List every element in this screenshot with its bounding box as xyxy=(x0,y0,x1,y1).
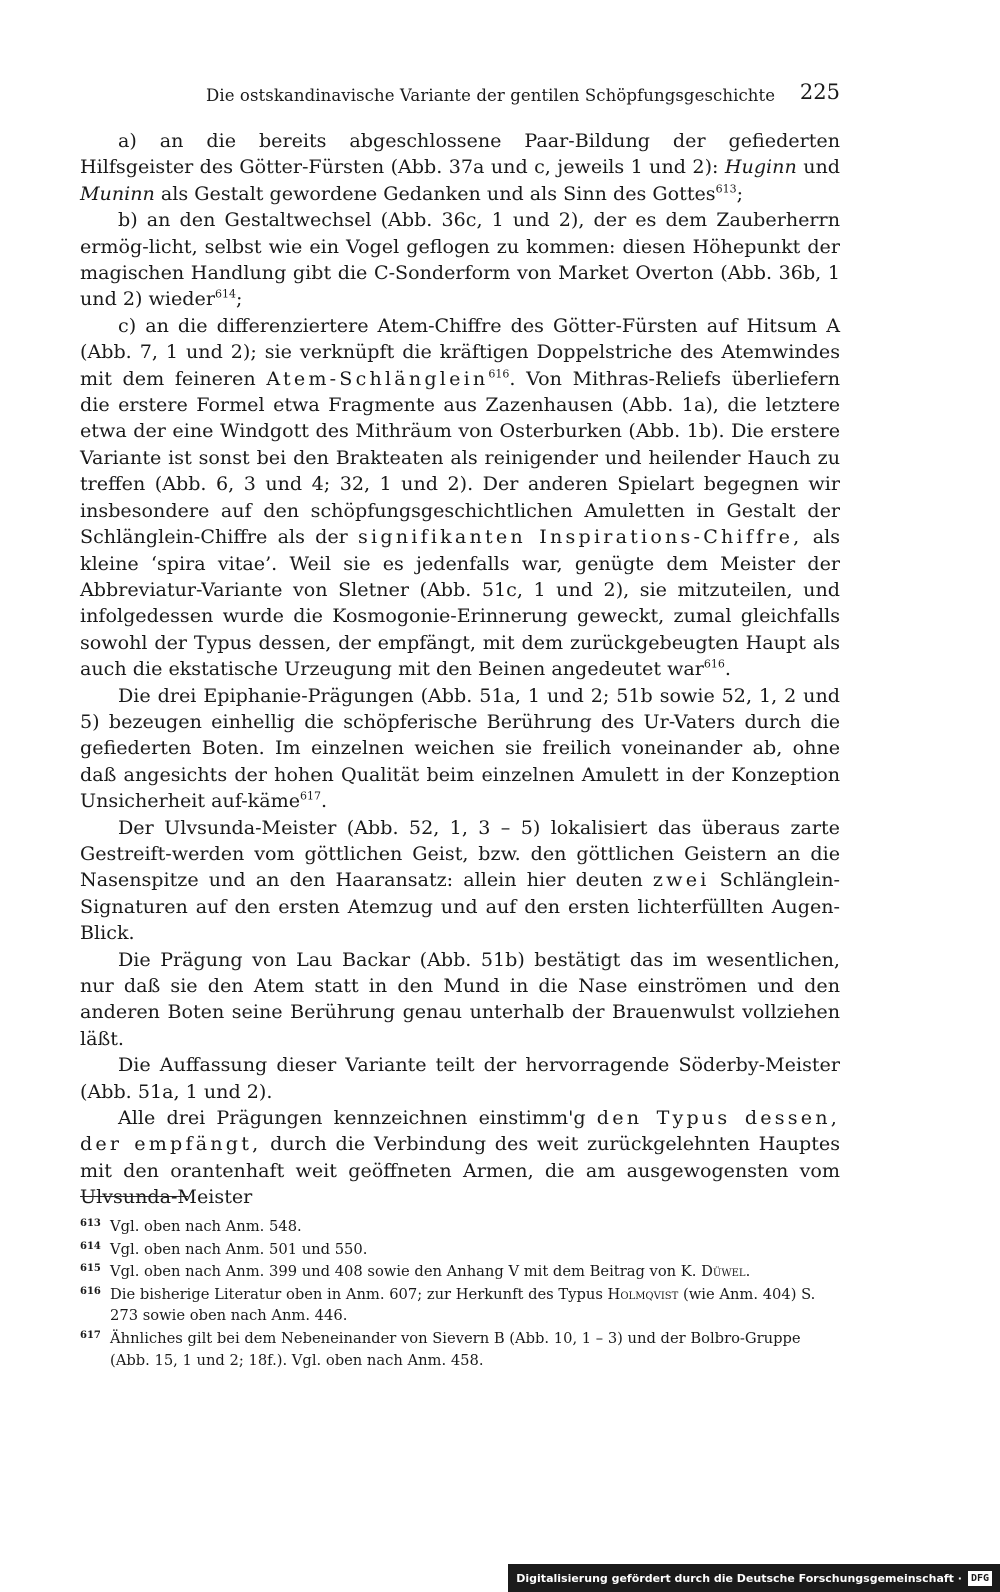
text-run: Der Ulvsunda-Meister (Abb. 52, 1, 3 – 5) lokalisiert das überaus zarte Gestreift-werden vom göttlichen Geist, bzw. den göttlichen Geistern an die Nasenspitze und an den Haaransatz: allein hier deuten xyxy=(80,815,840,892)
text-run: c) an die differenziertere Atem-Chiffre des Götter-Fürsten auf Hitsum A (Abb. 7, 1 und 2); sie verknüpft die kräftigen Doppelstriche des Atemwindes mit dem feineren xyxy=(80,313,840,390)
text-run: durch die Verbindung des weit zurückgelehnten Hauptes mit den orantenhaft weit geöffneten Armen, die am ausgewogensten vom Ulvsunda-Meister xyxy=(80,1132,840,1209)
footnote-text: Ähnliches gilt bei dem Nebeneinander von Sievern B (Abb. 10, 1 – 3) und der Bolbro-Gruppe (Abb. 15, 1 und 2; 18f.). Vgl. oben nach Anm. 458. xyxy=(110,1329,801,1369)
text-run: Schlänglein-Signaturen auf den ersten Atemzug und auf den ersten lichterfüllten Augen-Blick. xyxy=(80,868,841,945)
paragraph-ulvsunda xyxy=(80,815,840,947)
dfg-logo-icon: DFG xyxy=(968,1571,992,1586)
paragraph-epiphanie xyxy=(80,683,840,815)
footnote-ref-617[interactable]: 617 xyxy=(300,789,322,803)
text-run: Die Auffassung dieser Variante teilt der hervorragende Söderby-Meister (Abb. 51a, 1 und 2). xyxy=(80,1053,840,1103)
spaced-term: zwei xyxy=(652,868,710,892)
text-run: Die drei Epiphanie-Prägungen (Abb. 51a, 1 und 2; 51b sowie 52, 1, 2 und 5) bezeugen einhellig die schöpferische Berührung des Ur-Vaters durch die gefiederten Boten. Im einzelnen weichen sie freilich voneinander ab, ohne daß angesichts der hohen Qualität beim einzelnen Amulett in der Konzeption Unsicherheit auf-käme xyxy=(80,683,840,813)
text-run: . xyxy=(321,789,328,813)
italic-muninn: Muninn xyxy=(80,181,155,205)
text-run: ; xyxy=(736,181,744,205)
text-run: Alle drei Prägungen kennzeichnen einstimm'g xyxy=(118,1106,597,1130)
paragraph-typus xyxy=(80,1105,840,1211)
footnote-615 xyxy=(80,1261,840,1283)
footnote-text xyxy=(110,1284,840,1327)
spaced-term: Atem-Schlänglein xyxy=(266,366,489,390)
page-header xyxy=(80,80,840,114)
text-run: . xyxy=(745,1263,751,1281)
footnote-number: 613 xyxy=(80,1218,101,1229)
spaced-term: den Typus dessen, der empfängt, xyxy=(80,1106,841,1156)
footnote-ref-614[interactable]: 614 xyxy=(214,288,236,302)
paragraph-a xyxy=(80,128,840,207)
text-run: als kleine ‘spira vitae’. Weil sie es jedenfalls war, genügte dem Meister der Abbreviatur-Variante von Sletner (Abb. 51c, 1 und 2), sie mitzuteilen, und infolgedessen wurde die Kosmogonie-Erinnerung geweckt, zumal gleichfalls sowohl der Typus dessen, der empfängt, mit dem zurückgebeugten Haupt als auch die ekstatische Urzeugung mit den Beinen angedeutet war xyxy=(80,525,840,681)
footnote-ref-616[interactable]: 616 xyxy=(703,657,725,671)
text-run: und xyxy=(796,155,841,179)
text-run: als Gestalt gewordene Gedanken und als Sinn des Gottes xyxy=(154,181,716,205)
italic-huginn: Huginn xyxy=(724,155,797,179)
footnote-text xyxy=(110,1261,840,1283)
footnote-617 xyxy=(80,1328,840,1371)
paragraph-soederby xyxy=(80,1052,840,1105)
funding-banner xyxy=(508,1564,1000,1592)
banner-text: Digitalisierung gefördert durch die Deutsche Forschungsgemeinschaft · xyxy=(516,1571,962,1585)
text-run: Die Prägung von Lau Backar (Abb. 51b) bestätigt das im wesentlichen, nur daß sie den Atem statt in den Mund in die Nase einströmen und den anderen Boten seine Berührung genau unterhalb der Brauenwulst vollziehen läßt. xyxy=(80,947,840,1050)
text-run: ; xyxy=(235,287,243,311)
footnote-616 xyxy=(80,1284,840,1327)
footnote-text: Vgl. oben nach Anm. 501 und 550. xyxy=(110,1240,368,1258)
paragraph-c xyxy=(80,313,840,683)
footnotes xyxy=(80,1216,840,1372)
footnote-divider xyxy=(80,1196,188,1197)
footnote-ref-615[interactable]: 616 xyxy=(488,367,510,381)
running-title: Die ostskandinavische Variante der gentilen Schöpfungsgeschichte xyxy=(206,86,776,105)
footnote-number: 615 xyxy=(80,1263,101,1275)
text-run: a) an die bereits abgeschlossene Paar-Bildung der gefiederten Hilfsgeister des Götter-Fürsten (Abb. 37a und c, jeweils 1 und 2): xyxy=(80,129,840,179)
text-run: . xyxy=(724,657,731,681)
text-run: b) an den Gestaltwechsel (Abb. 36c, 1 und 2), der es dem Zauberherrn ermög-licht, selbst wie ein Vogel geflogen zu kommen: diesen Höhepunkt der magischen Handlung gibt die C-Sonderform von Market Overton (Abb. 36b, 1 und 2) wieder xyxy=(80,208,840,311)
footnote-ref-613[interactable]: 613 xyxy=(715,182,737,196)
text-run: (wie Anm. 404) S. 273 sowie oben nach Anm. 446. xyxy=(110,1285,816,1325)
footnote-number: 614 xyxy=(80,1240,101,1252)
text-run: Die bisherige Literatur oben in Anm. 607; zur Herkunft des Typus xyxy=(110,1285,608,1303)
main-text xyxy=(80,128,840,1211)
text-run: Vgl. oben nach Anm. 399 und 408 sowie den Anhang V mit dem Beitrag von K. xyxy=(110,1263,702,1281)
author-name: Düwel xyxy=(701,1263,746,1281)
footnote-614 xyxy=(80,1239,840,1261)
paragraph-b xyxy=(80,207,840,313)
footnote-613 xyxy=(80,1216,840,1238)
author-name: Holmqvist xyxy=(607,1285,679,1303)
footnote-number: 616 xyxy=(80,1285,101,1297)
footnote-number: 617 xyxy=(80,1329,101,1341)
page-number: 225 xyxy=(799,80,840,104)
footnote-text: Vgl. oben nach Anm. 548. xyxy=(110,1218,302,1235)
paragraph-lau-backar xyxy=(80,947,840,1053)
text-run: . Von Mithras-Reliefs überliefern die erstere Formel etwa Fragmente aus Zazenhausen (Abb. 1a), die letztere etwa der eine Windgott des Mithräum von Osterburken (Abb. 1b). Die erstere Variante ist sonst bei den Brakteaten als reinigender und heilender Hauch zu treffen (Abb. 6, 3 und 4; 32, 1 und 2). Der anderen Spielart begegnen wir insbesondere auf den schöpfungsgeschichtlichen Amuletten in Gestalt der Schlänglein-Chiffre als der xyxy=(80,366,840,549)
spaced-term: signifikanten Inspirations-Chiffre, xyxy=(358,525,803,549)
